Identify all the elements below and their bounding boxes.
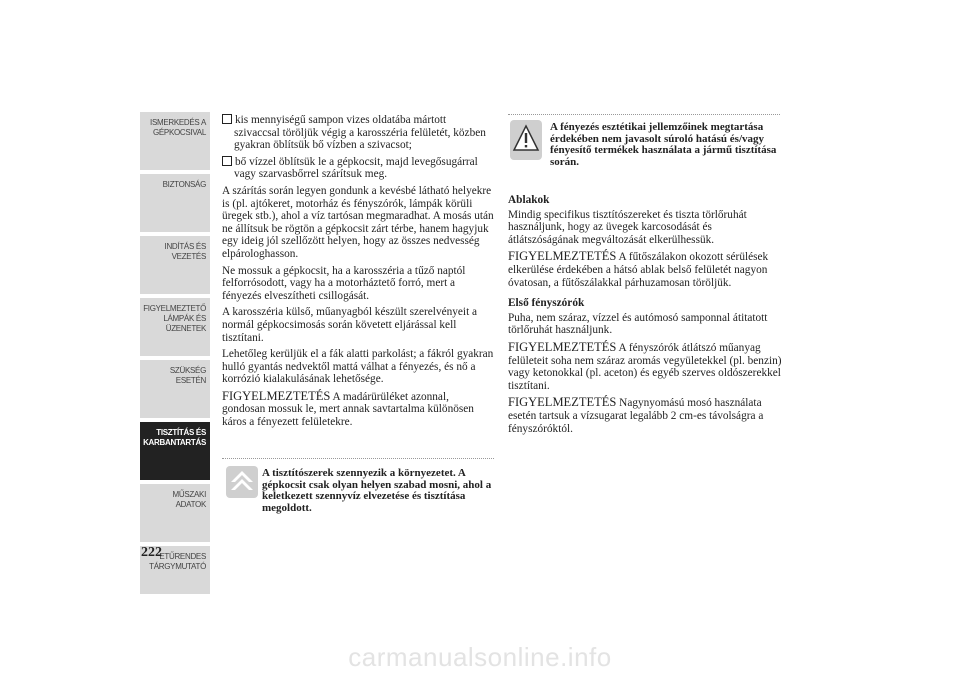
paint-warning-text xyxy=(508,122,780,168)
paragraph: Puha, nem száraz, vízzel és autómosó samponnal átitatott törlőruhát használjunk. xyxy=(508,311,768,337)
tab-label: ETŰRENDES TÁRGYMUTATÓ xyxy=(149,552,206,571)
warning-text: A madárürüléket azonnal, gondosan mossuk le, mert annak savtartalma különösen káros a fényezett felületekre. xyxy=(222,390,474,429)
warning-label: FIGYELMEZTETÉS xyxy=(508,395,617,410)
warning-label: FIGYELMEZTETÉS xyxy=(508,249,617,264)
left-column xyxy=(222,114,494,433)
bullet-item xyxy=(222,114,494,152)
paragraph: A szárítás során legyen gondunk a kevésbé látható helyekre is (pl. ajtókeret, motorház és fényszórók, lámpák körüli üregek stb.), ahol a víz tartósan megmaradhat. A mosás után ne állítsuk be rögtön a gépkocsit zárt térbe, hanem hagyjuk egy ideig jól szellőzött helyen, hogy az összes nedvesség elpárologhasson. xyxy=(222,184,494,260)
warning-paragraph xyxy=(508,396,782,435)
section-heading-headlights: Első fényszórók xyxy=(508,297,585,310)
environment-note-body: A tisztítószerek szennyezik a környezetet. A gépkocsit csak olyan helyen szabad mosni, ahol a keletkezett szennyvíz elvezetése és tisztítása megoldott. xyxy=(262,467,492,514)
environment-note-text xyxy=(222,468,494,514)
tab-label: INDÍTÁS ÉS VEZETÉS xyxy=(164,242,206,261)
paragraph: A karosszéria külső, műanyagból készült szerelvényeit a normál gépkocsimosás során követett eljárással kell tisztítani. xyxy=(222,306,478,344)
checkbox-bullet-icon xyxy=(222,156,232,166)
warning-paragraph xyxy=(508,341,782,392)
warning-text: A fűtőszálakon okozott sérülések elkerülése érdekében a hátsó ablak belső felületét nagyon óvatosan, a fűtőszálakkal párhuzamosan töröljük. xyxy=(508,251,769,289)
tab-label: ISMERKEDÉS A GÉPKOCSIVAL xyxy=(150,118,206,137)
tab-muszaki[interactable] xyxy=(140,484,210,544)
warning-label: FIGYELMEZTETÉS xyxy=(222,388,331,403)
tab-szukseg[interactable] xyxy=(140,360,210,420)
warning-label: FIGYELMEZTETÉS xyxy=(508,339,617,354)
tab-label: BIZTONSÁG xyxy=(162,180,206,189)
paragraph: Ne mossuk a gépkocsit, ha a karosszéria a tűző naptól felforrósodott, vagy ha a motorháztető forró, mert a fényezés elveszítheti csillogását. xyxy=(222,264,466,302)
tab-label: MŰSZAKI ADATOK xyxy=(172,490,206,509)
tab-ismerkedes[interactable] xyxy=(140,112,210,172)
warning-text: A fényszórók átlátszó műanyag felületeit soha nem száraz aromás vegyületekkel (pl. benzin) vagy ketonokkal (pl. aceton) és egyéb szerves oldószerekkel tisztítani. xyxy=(508,341,782,392)
page-number: 222 xyxy=(141,545,162,560)
bullet-item xyxy=(222,156,494,181)
warning-paragraph xyxy=(508,250,782,289)
warning-paragraph xyxy=(222,390,494,429)
tab-tisztitas[interactable] xyxy=(140,422,210,482)
bullet-text: bő vízzel öblítsük le a gépkocsit, majd levegősugárral vagy szarvasbőrrel szárítsuk meg. xyxy=(234,155,478,181)
section-heading-windows: Ablakok xyxy=(508,194,550,206)
tab-label: SZÜKSÉG ESETÉN xyxy=(169,366,206,385)
tab-label: FIGYELMEZTETŐ LÁMPÁK ÉS ÜZENETEK xyxy=(143,304,206,333)
tab-figyelmezteto[interactable] xyxy=(140,298,210,358)
paint-warning-body: A fényezés esztétikai jellemzőinek megtartása érdekében nem javasolt súroló hatású és/vagy fényesítő termékek használata a jármű tisztítása során. xyxy=(550,121,777,168)
paragraph: Lehetőleg kerüljük el a fák alatti parkolást; a fákról gyakran hulló gyantás nedvektől mattá válhat a fényezés, és nő a korrózió kialakulásának lehetősége. xyxy=(222,348,494,386)
watermark: carmanualsonline.info xyxy=(348,642,612,672)
paint-warning-box xyxy=(508,114,780,115)
checkbox-bullet-icon xyxy=(222,114,232,124)
bullet-text: kis mennyiségű sampon vizes oldatába mártott szivaccsal töröljük végig a karosszéria felületét, közben gyakran öblítsük bő vízben a szivacsot; xyxy=(234,114,486,152)
tab-label: TISZTÍTÁS ÉS KARBANTARTÁS xyxy=(143,428,206,447)
environment-note-box xyxy=(222,458,494,459)
warning-text: Nagynyomású mosó használata esetén tartsuk a vízsugarat legalább 2 cm-es távolságra a fényszóróktól. xyxy=(508,397,764,435)
paragraph: Mindig specifikus tisztítószereket és tiszta törlőruhát használjunk, hogy az üvegek karcosodását és átlátszóságának megváltozását elkerülhessük. xyxy=(508,208,747,246)
tab-biztonsag[interactable] xyxy=(140,174,210,234)
right-column xyxy=(508,186,782,439)
tab-inditas[interactable] xyxy=(140,236,210,296)
